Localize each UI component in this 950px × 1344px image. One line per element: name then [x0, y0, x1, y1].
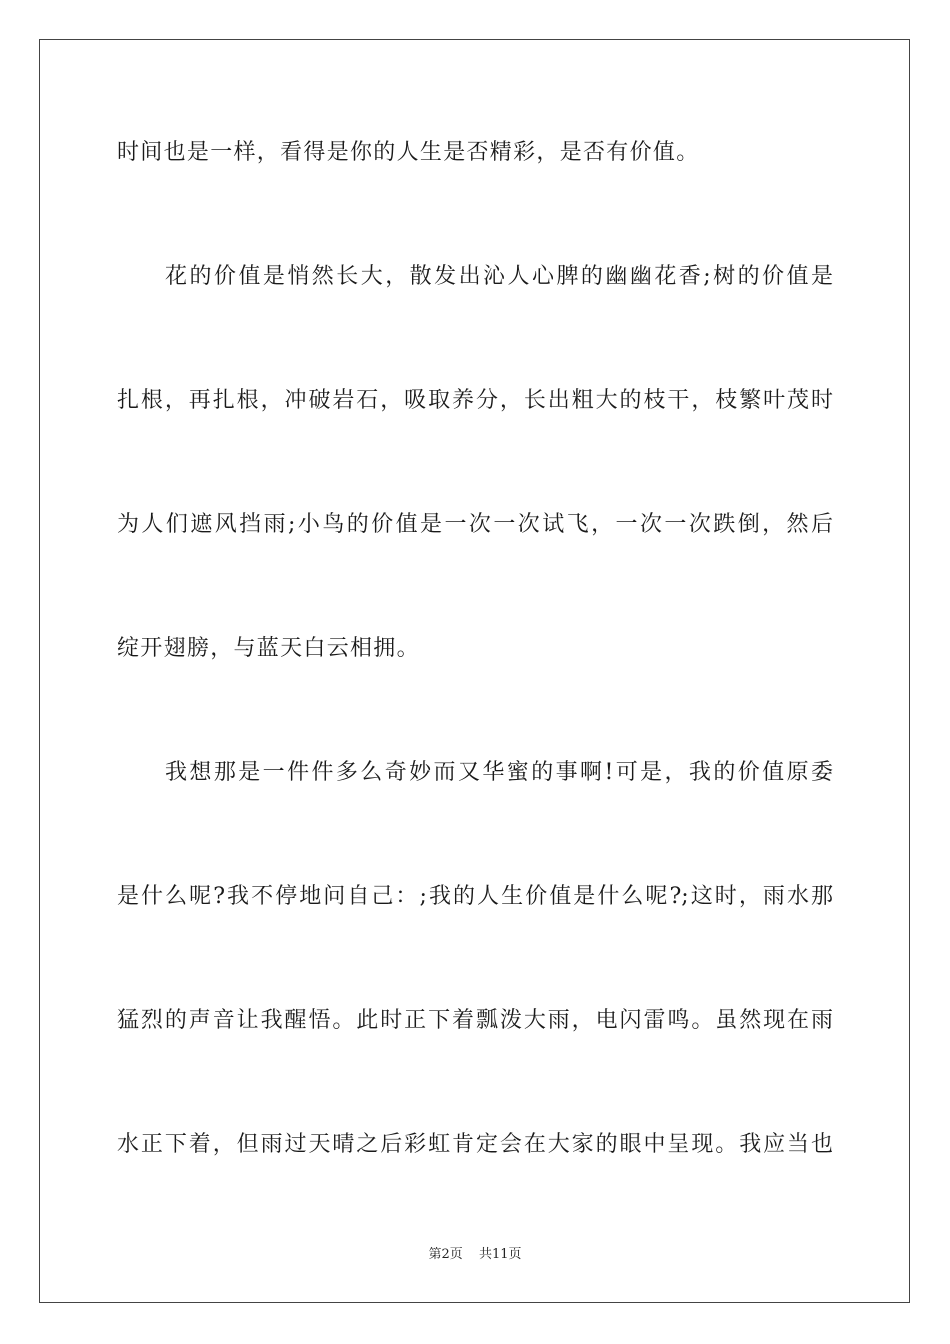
- text-line-2: 花的价值是悄然长大，散发出沁人心脾的幽幽花香;树的价值是: [165, 264, 833, 289]
- text-line-7: 是什么呢?我不停地问自己：;我的人生价值是什么呢?;这时，雨水那: [117, 884, 833, 909]
- page-footer: [0, 1246, 950, 1264]
- page-border: [39, 39, 910, 1303]
- page-total: 共11页: [478, 1247, 522, 1262]
- text-line-3: 扎根，再扎根，冲破岩石，吸取养分，长出粗大的枝干，枝繁叶茂时: [117, 388, 833, 413]
- text-line-1: 时间也是一样，看得是你的人生是否精彩，是否有价值。: [117, 140, 700, 165]
- text-line-8: 猛烈的声音让我醒悟。此时正下着瓢泼大雨，电闪雷鸣。虽然现在雨: [117, 1008, 833, 1033]
- text-line-4: 为人们遮风挡雨;小鸟的价值是一次一次试飞，一次一次跌倒，然后: [117, 512, 833, 537]
- text-line-5: 绽开翅膀，与蓝天白云相拥。: [117, 636, 420, 661]
- page-number: 第2页: [428, 1247, 463, 1262]
- text-line-9: 水正下着，但雨过天晴之后彩虹肯定会在大家的眼中呈现。我应当也: [117, 1132, 833, 1157]
- text-line-6: 我想那是一件件多么奇妙而又华蜜的事啊!可是，我的价值原委: [165, 760, 833, 785]
